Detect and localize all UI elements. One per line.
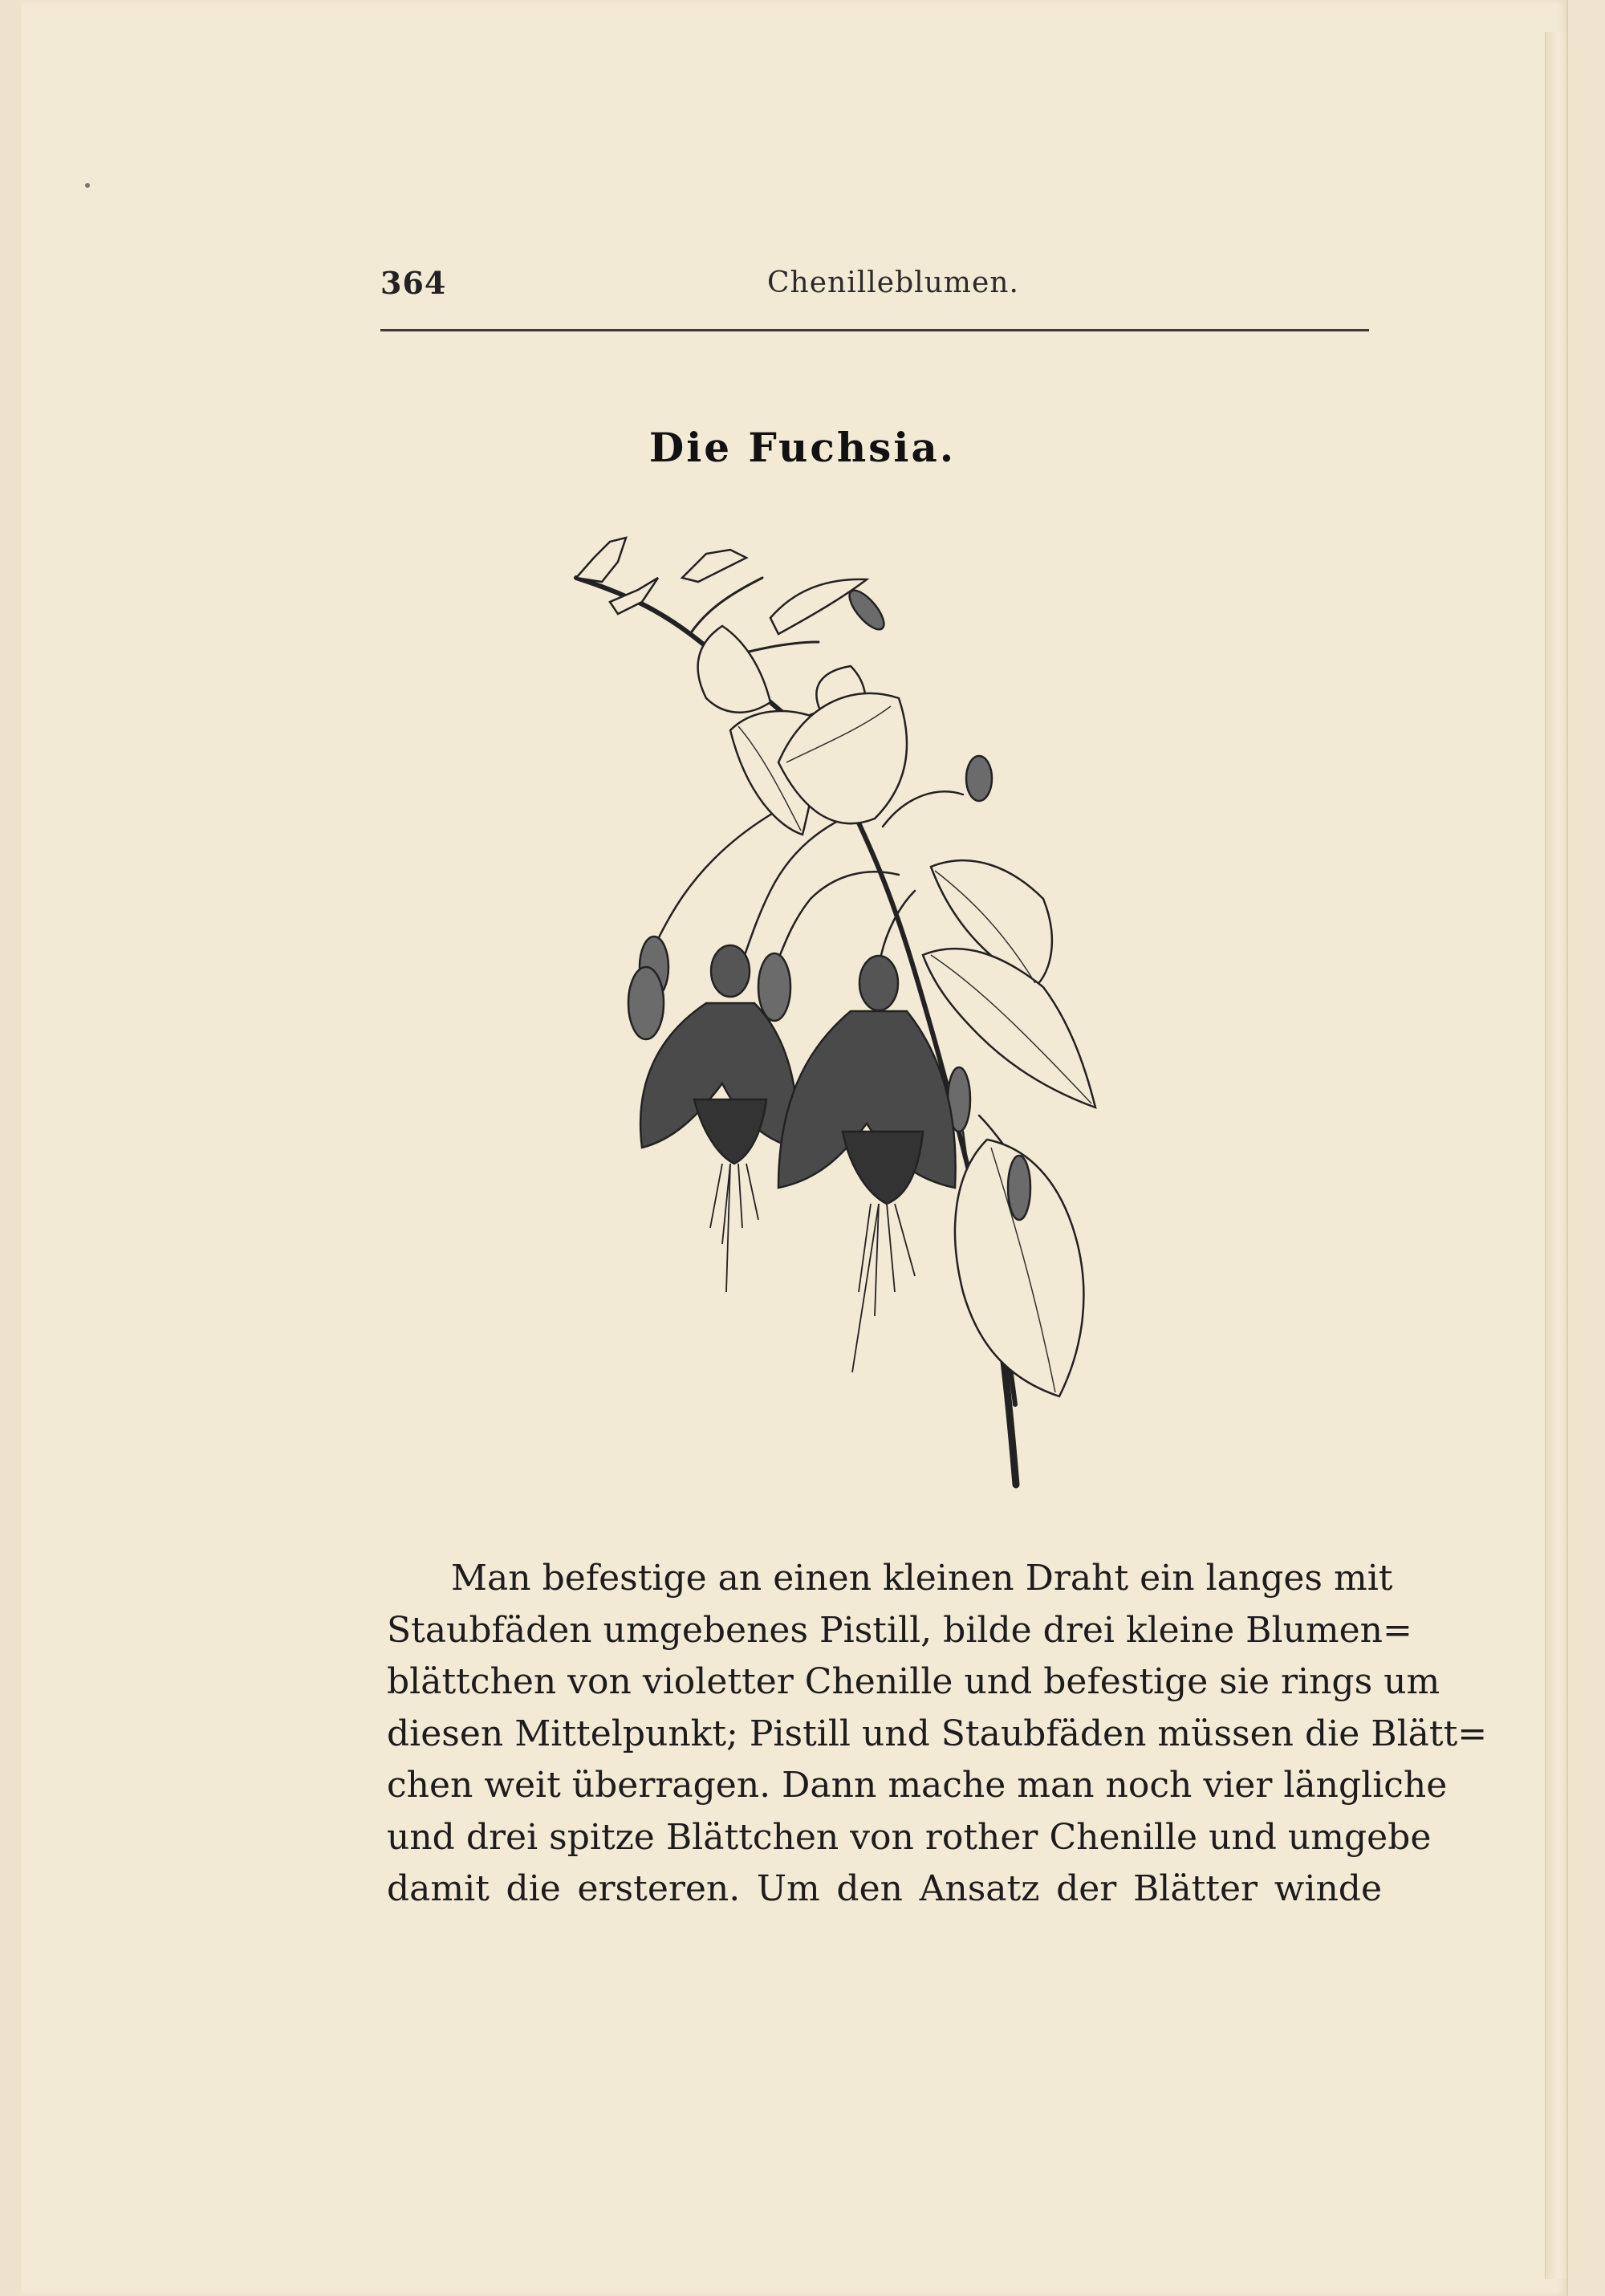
body-line: diesen Mittelpunkt; Pistill und Staubfäden müssen die Blätt=: [387, 1713, 1488, 1754]
body-line: damit die ersteren. Um den Ansatz der Blätter winde: [387, 1868, 1382, 1909]
binding-shadow: [1566, 0, 1605, 2296]
running-head: Chenilleblumen.: [767, 266, 1019, 299]
body-line: und drei spitze Blättchen von rother Chenille und umgebe: [387, 1816, 1432, 1858]
fuchsia-engraving-icon: [562, 522, 1188, 1501]
page-number: 364: [380, 265, 447, 301]
page-header: [380, 265, 1369, 313]
body-paragraph: [387, 1553, 1488, 1916]
body-line: Man befestige an einen kleinen Draht ein langes mit: [451, 1558, 1393, 1599]
body-line: blättchen von violetter Chenille und befestige sie rings um: [387, 1661, 1440, 1702]
header-rule: [380, 329, 1369, 331]
section-title: Die Fuchsia.: [648, 424, 957, 471]
paper-speck: [85, 183, 90, 188]
body-line: Staubfäden umgebenes Pistill, bilde drei kleine Blumen=: [387, 1609, 1412, 1651]
body-line: chen weit überragen. Dann mache man noch vier längliche: [387, 1765, 1448, 1806]
